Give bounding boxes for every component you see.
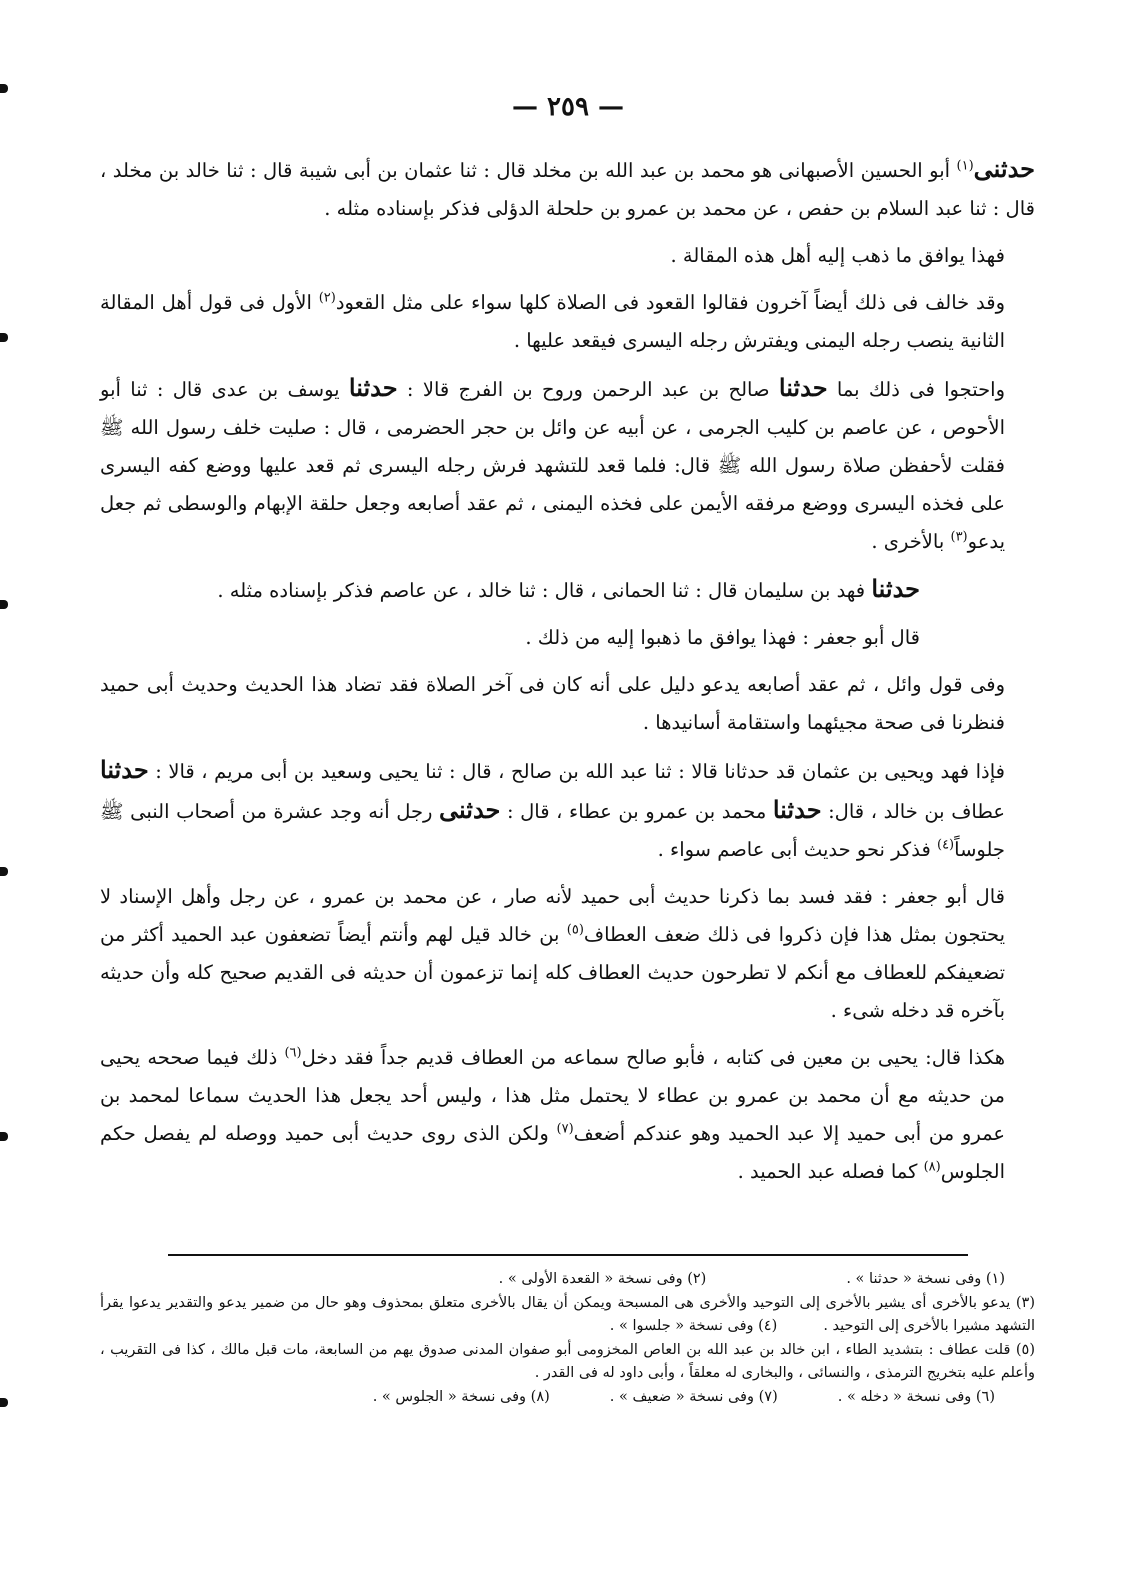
paragraph-text: فذكر نحو حديث أبى عاصم سواء . bbox=[657, 838, 937, 861]
footnote-ref: (٢) bbox=[318, 290, 336, 306]
footnote-divider bbox=[168, 1254, 968, 1256]
footnote-row bbox=[100, 1386, 1035, 1410]
paragraph-text: فإذا فهد ويحيى بن عثمان قد حدثانا قالا : ثنا عبد الله بن صالح ، قال : ثنا يحيى وسعيد بن أبى مريم ، قالا : bbox=[148, 760, 1005, 783]
footnote-ref: (٥) bbox=[566, 922, 584, 938]
margin-mark bbox=[0, 1132, 8, 1141]
keyword: حدثنا bbox=[100, 755, 149, 784]
footnote-ref: (١) bbox=[956, 158, 974, 174]
footnote: (١) وفى نسخة « حدثنا » . bbox=[846, 1271, 1005, 1287]
paragraph bbox=[100, 1039, 1035, 1191]
paragraph: فهذا يوافق ما ذهب إليه أهل هذه المقالة . bbox=[670, 244, 1005, 267]
footnote: (٦) وفى نسخة « دخله » . bbox=[837, 1388, 995, 1405]
paragraph: قال أبو جعفر : فهذا يوافق ما ذهبوا إليه من ذلك . bbox=[525, 626, 920, 649]
paragraph bbox=[100, 150, 1035, 228]
margin-mark bbox=[0, 600, 8, 609]
footnote-ref: (٧) bbox=[556, 1121, 574, 1137]
keyword: حدثنى bbox=[973, 154, 1035, 183]
keyword: حدثنا bbox=[778, 373, 828, 402]
footnote-ref: (٣) bbox=[950, 529, 968, 545]
footnote-ref: (٤) bbox=[936, 837, 955, 853]
margin-mark bbox=[0, 867, 8, 876]
paragraph-text: بن خالد قيل لهم وأنتم أيضاً تضعفون عبد الحميد أكثر من تضعيفكم للعطاف مع أنكم لا تطرحون حديث العطاف كله إنما تزعمون أن حديثه فى القديم صحيح كله وأن حديثه بآخره قد دخله شىء . bbox=[100, 923, 1005, 1022]
paragraph-text: الأول فى قول أهل المقالة الثانية ينصب رجله اليمنى ويفترش رجله اليسرى فيقعد عليها . bbox=[100, 291, 1005, 352]
footnote: (٢) وفى نسخة « القعدة الأولى » . bbox=[498, 1271, 707, 1287]
paragraph-text: ولكن الذى روى حديث أبى حميد ووصله لم يفصل حكم الجلوس bbox=[100, 1122, 1005, 1183]
paragraph-text: يوسف بن عدى قال : ثنا أبو الأحوص ، عن عاصم بن كليب الجرمى ، عن أبيه عن وائل بن حجر الحضرمى ، قال : صليت خلف رسول الله ﷺ فقلت لأحفظن صلاة رسول الله ﷺ قال: فلما قعد للتشهد فرش رجله اليسرى ثم قعد عليها ووضع كفه اليسرى على فخذه اليسرى ووضع مرفقه الأيمن على فخذه اليمنى ، ثم عقد أصابعه وجعل حلقة الإبهام والوسطى ثم جعل يدعو bbox=[100, 378, 1006, 553]
margin-mark bbox=[0, 1398, 8, 1407]
footnote-text: (٤) وفى نسخة « جلسوا » . bbox=[609, 1318, 778, 1334]
main-text bbox=[100, 150, 1035, 1200]
paragraph-text: قال أبو جعفر : فقد فسد بما ذكرنا حديث أبى حميد لأنه صار ، عن محمد بن عمرو ، عن رجل وأهل الإسناد لا يحتجون بمثل هذا فإن ذكروا فى ذلك ضعف العطاف bbox=[100, 885, 1005, 946]
paragraph bbox=[100, 751, 1035, 869]
footnote: (٨) وفى نسخة « الجلوس » . bbox=[372, 1388, 550, 1405]
footnote-ref: (٨) bbox=[923, 1159, 941, 1175]
footnote-ref: (٦) bbox=[284, 1045, 302, 1061]
paragraph-text: فهد بن سليمان قال : ثنا الحمانى ، قال : ثنا خالد ، عن عاصم فذكر بإسناده مثله . bbox=[217, 579, 872, 602]
footnote: (٥) قلت عطاف : بتشديد الطاء ، ابن خالد بن عبد الله بن العاص المخزومى أبو صفوان المدنى صدوق يهم من السابعة، مات قبل مالك ، كذا فى التقريب ، وأعلم عليه بتخريج الترمذى ، والنسائى ، والبخارى له معلقاً ، وأبى داود له فى القدر . bbox=[100, 1341, 1035, 1381]
paragraph-text: ذلك فيما صححه يحيى من حديثه مع أن محمد بن عمرو بن عطاء لا يحتمل مثل هذا ، وليس أحد يجعل هذا الحديث سماعا لمحمد بن عمرو من أبى حميد إلا عبد الحميد وهو عندكم أضعف bbox=[100, 1046, 1006, 1145]
footnote bbox=[100, 1292, 1035, 1339]
paragraph bbox=[100, 369, 1035, 561]
margin-mark bbox=[0, 333, 8, 342]
keyword: حدثنا bbox=[348, 373, 398, 402]
paragraph bbox=[100, 570, 1035, 610]
paragraph-text: محمد بن عمرو بن عطاء ، قال : bbox=[500, 800, 773, 823]
paragraph bbox=[100, 284, 1035, 360]
paragraph bbox=[100, 878, 1035, 1030]
paragraph-text: رجل أنه وجد عشرة من أصحاب النبى ﷺ جلوساً bbox=[100, 800, 1005, 861]
keyword: حدثنا bbox=[871, 574, 920, 603]
paragraph-text: بالأخرى . bbox=[871, 530, 951, 553]
paragraph: وفى قول وائل ، ثم عقد أصابعه يدعو دليل على أنه كان فى آخر الصلاة فقد تضاد هذا الحديث وحديث أبى حميد فنظرنا فى صحة مجيئهما واستقامة أسانيدها . bbox=[100, 673, 1005, 734]
footnote-row bbox=[100, 1268, 1035, 1292]
paragraph-text: عطاف بن خالد ، قال: bbox=[821, 800, 1005, 823]
keyword: حدثنى bbox=[439, 795, 501, 824]
paragraph-text: أبو الحسين الأصبهانى هو محمد بن عبد الله بن مخلد قال : ثنا عثمان بن أبى شيبة قال : ثنا خالد بن مخلد ، قال : ثنا عبد السلام بن حفص ، عن محمد بن عمرو بن حلحلة الدؤلى فذكر بإسناده مثله . bbox=[100, 159, 1035, 220]
paragraph-text: كما فصله عبد الحميد . bbox=[737, 1160, 924, 1183]
paragraph-text: هكذا قال: يحيى بن معين فى كتابه ، فأبو صالح سماعه من العطاف قديم جداً فقد دخل bbox=[301, 1046, 1005, 1069]
footnote-text: (٣) يدعو بالأخرى أى يشير بالأخرى إلى التوحيد والأخرى هى المسبحة ويمكن أن يقال بالأخرى متعلق بمحذوف وهو حال من ضمير يدعو والتقدير يدعوا يقرأ التشهد مشيرا بالأخرى إلى التوحيد . bbox=[100, 1294, 1035, 1334]
footnotes bbox=[100, 1268, 1035, 1409]
keyword: حدثنا bbox=[772, 795, 822, 824]
footnote: (٧) وفى نسخة « ضعيف » . bbox=[609, 1388, 778, 1405]
paragraph-text: واحتجوا فى ذلك بما bbox=[827, 378, 1005, 401]
paragraph-text: وقد خالف فى ذلك أيضاً آخرون فقالوا القعود فى الصلاة كلها سواء على مثل القعود bbox=[335, 291, 1005, 314]
paragraph-text: صالح بن عبد الرحمن وروح بن الفرج قالا : bbox=[397, 378, 779, 401]
page-number: — ٢٥٩ — bbox=[511, 92, 625, 122]
